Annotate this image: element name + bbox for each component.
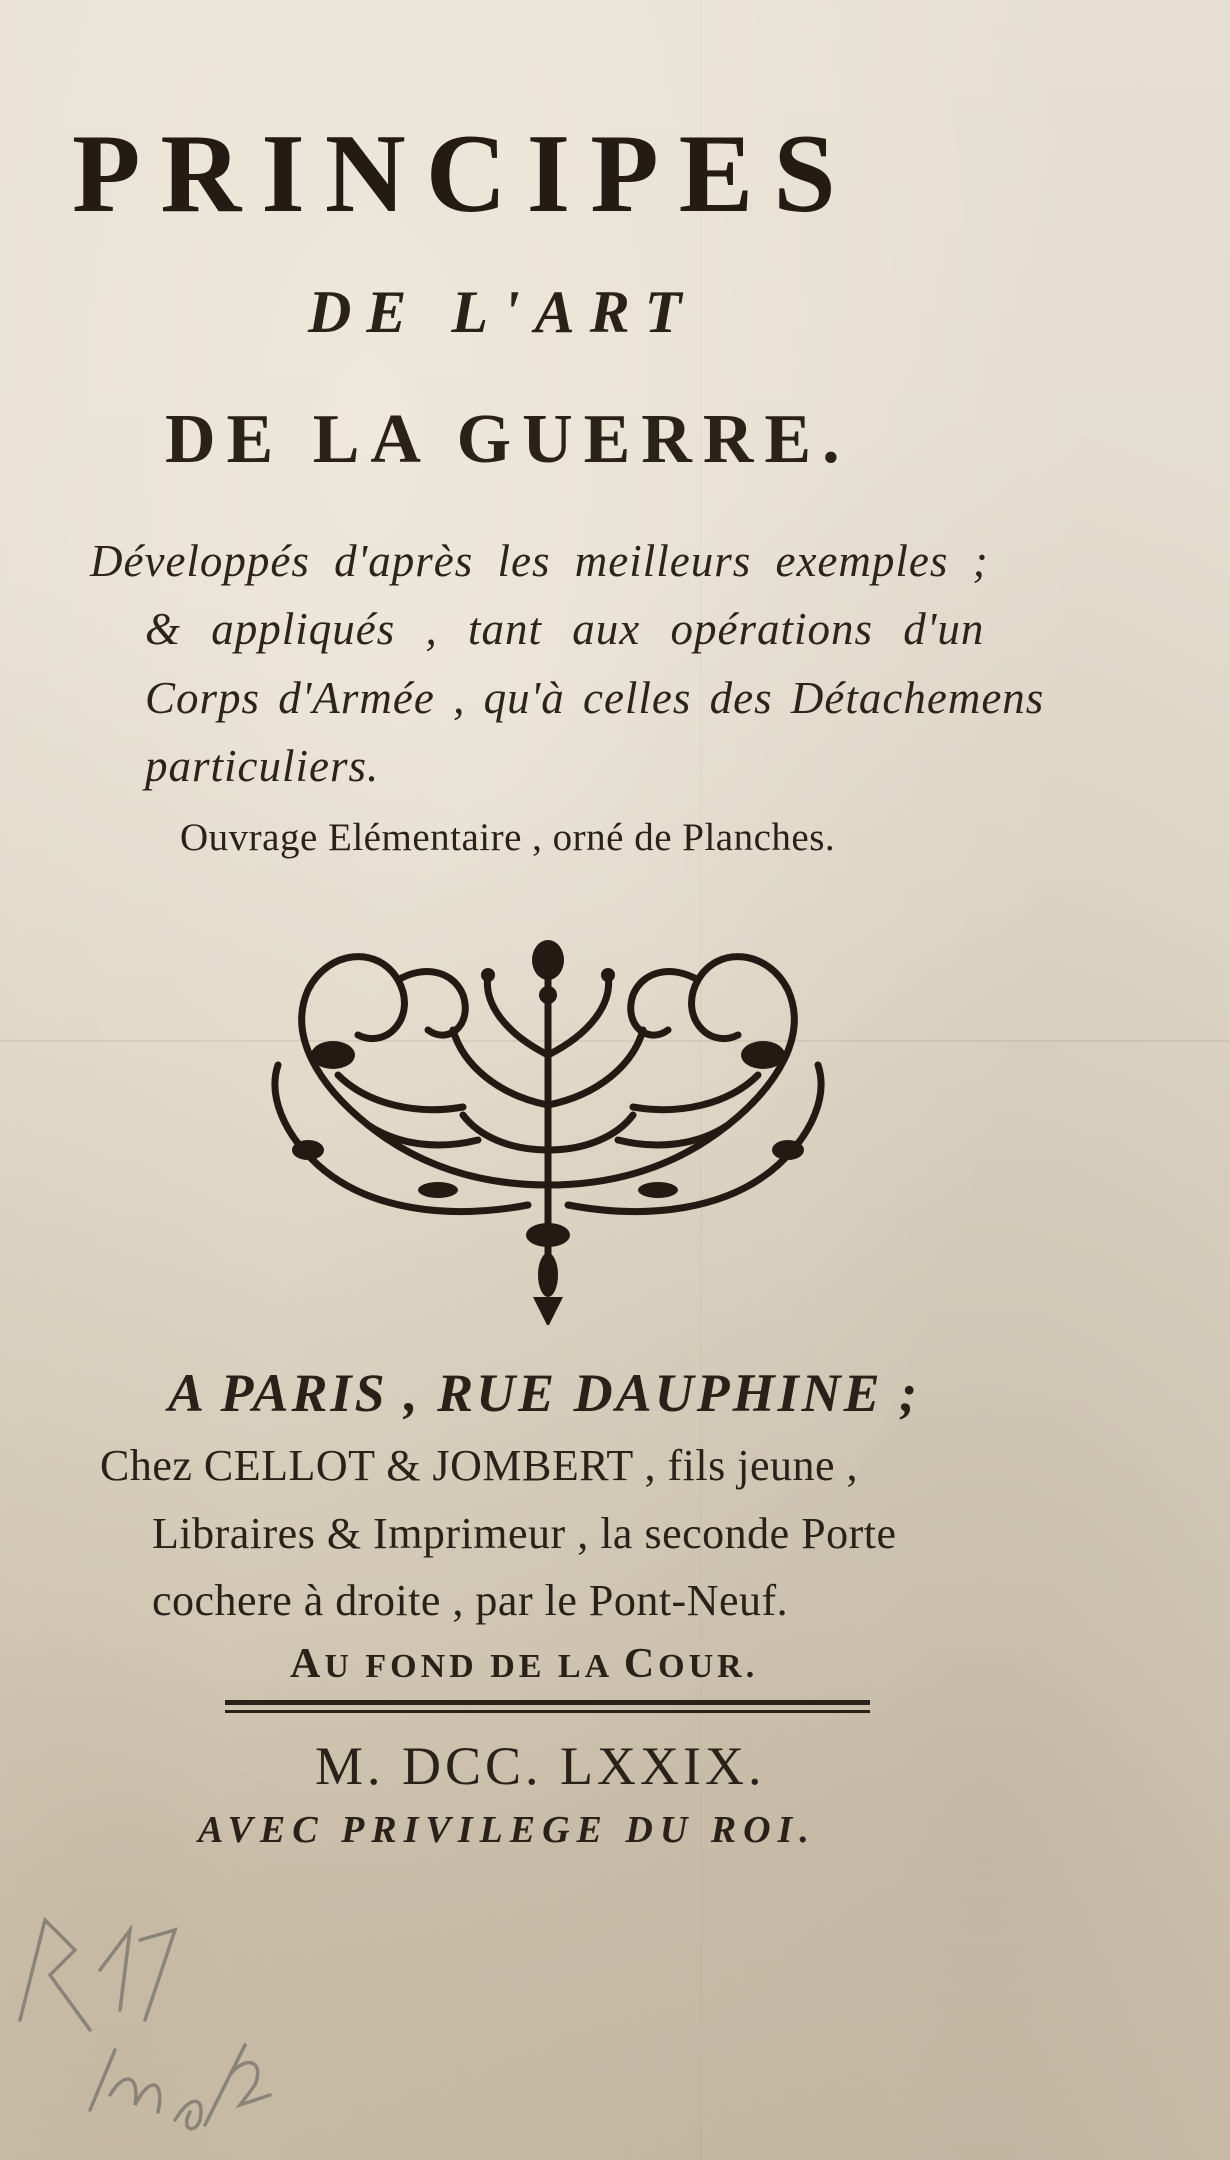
imprint-place: A PARIS , RUE DAUPHINE ; — [168, 1363, 921, 1423]
court-text: U FOND DE LA — [324, 1648, 624, 1685]
pencil-shelfmark-annotation — [0, 1880, 330, 2150]
subtitle-line-2: DE LA GUERRE. — [165, 401, 851, 478]
publisher-line: Chez CELLOT & JOMBERT , fils jeune , — [100, 1441, 859, 1490]
court-initial: C — [623, 1641, 659, 1687]
publisher-line: Libraires & Imprimeur , la seconde Porte — [152, 1509, 897, 1558]
subtitle-line-1: DE L'ART — [308, 279, 697, 345]
book-title: PRINCIPES — [72, 112, 856, 236]
work-description: Ouvrage Elémentaire , orné de Planches. — [180, 816, 836, 859]
royal-privilege: AVEC PRIVILEGE DU ROI. — [198, 1809, 816, 1851]
floral-vignette-ornament-icon — [248, 935, 848, 1325]
publisher-line: cochere à droite , par le Pont-Neuf. — [152, 1576, 789, 1625]
description-line: particuliers. — [145, 741, 380, 791]
description-line: Développés d'après les meilleurs exemples ; — [90, 536, 989, 586]
double-rule-divider — [225, 1710, 870, 1713]
description-line: & appliqués , tant aux opérations d'un — [145, 604, 985, 654]
court-text: OUR. — [658, 1648, 759, 1685]
double-rule-divider — [225, 1700, 870, 1705]
imprint-court-line — [290, 1640, 758, 1688]
description-line: Corps d'Armée , qu'à celles des Détachemens — [145, 673, 1045, 723]
court-initial: A — [290, 1641, 325, 1687]
publication-year: M. DCC. LXXIX. — [315, 1736, 766, 1796]
